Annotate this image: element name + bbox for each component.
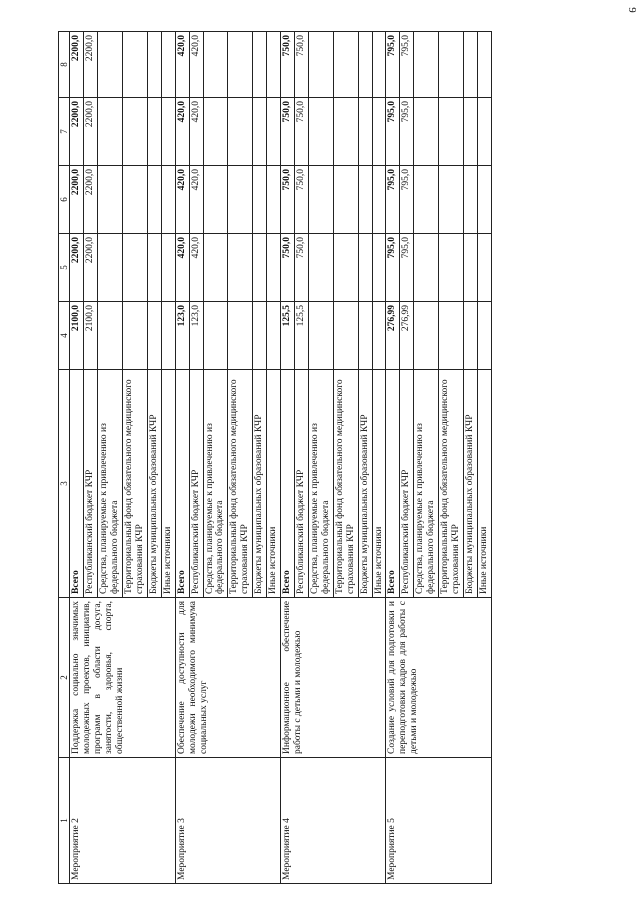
- amount-cell: [439, 234, 464, 302]
- amount-cell: [228, 166, 253, 234]
- amount-cell: [267, 234, 281, 302]
- amount-cell: [267, 32, 281, 98]
- amount-cell: [98, 98, 123, 166]
- funding-source: Иные источники: [267, 370, 281, 598]
- funding-source: Всего: [386, 370, 400, 598]
- amount-cell: [253, 302, 267, 370]
- amount-cell: [439, 302, 464, 370]
- amount-cell: 2200,0: [84, 234, 98, 302]
- amount-cell: 750,0: [295, 234, 309, 302]
- amount-cell: [477, 98, 491, 166]
- amount-cell: [372, 98, 386, 166]
- amount-cell: 795,0: [400, 234, 414, 302]
- amount-cell: 125,5: [295, 302, 309, 370]
- amount-cell: [203, 166, 228, 234]
- amount-cell: [333, 98, 358, 166]
- amount-cell: 2200,0: [84, 98, 98, 166]
- amount-cell: 123,0: [175, 302, 189, 370]
- funding-source: Иные источники: [161, 370, 175, 598]
- amount-cell: [147, 234, 161, 302]
- amount-cell: 420,0: [189, 234, 203, 302]
- funding-source: Республиканский бюджет КЧР: [84, 370, 98, 598]
- amount-cell: [203, 32, 228, 98]
- table-row: [175, 32, 189, 884]
- amount-cell: [464, 98, 478, 166]
- amount-cell: 795,0: [386, 32, 400, 98]
- funding-source: Средства, планируемые к привлечению из федерального бюджета: [203, 370, 228, 598]
- amount-cell: [161, 98, 175, 166]
- funding-source: Территориальный фонд обязательного медицинского страхования КЧР: [228, 370, 253, 598]
- amount-cell: [372, 166, 386, 234]
- amount-cell: 750,0: [295, 98, 309, 166]
- amount-cell: [464, 302, 478, 370]
- amount-cell: [358, 32, 372, 98]
- amount-cell: [333, 32, 358, 98]
- amount-cell: [123, 234, 148, 302]
- amount-cell: [477, 166, 491, 234]
- amount-cell: 420,0: [189, 166, 203, 234]
- amount-cell: 750,0: [295, 32, 309, 98]
- budget-table: [58, 31, 492, 884]
- rotated-table-container: [58, 32, 604, 884]
- amount-cell: 2200,0: [70, 32, 84, 98]
- activity-description: Обеспечение доступности для молодежи необходимого минимума социальных услуг: [175, 598, 280, 758]
- amount-cell: [414, 234, 439, 302]
- amount-cell: 420,0: [189, 32, 203, 98]
- amount-cell: [358, 98, 372, 166]
- activity-name: Мероприятие 4: [281, 758, 386, 884]
- amount-cell: [464, 234, 478, 302]
- funding-source: Всего: [175, 370, 189, 598]
- amount-cell: [161, 302, 175, 370]
- funding-source: Иные источники: [477, 370, 491, 598]
- amount-cell: 750,0: [281, 32, 295, 98]
- column-header: 7: [59, 98, 70, 166]
- funding-source: Средства, планируемые к привлечению из федерального бюджета: [308, 370, 333, 598]
- amount-cell: [228, 302, 253, 370]
- funding-source: Территориальный фонд обязательного медицинского страхования КЧР: [439, 370, 464, 598]
- amount-cell: [98, 302, 123, 370]
- activity-description: Информационное обеспечение работы с детьми и молодежью: [281, 598, 386, 758]
- amount-cell: 2200,0: [84, 32, 98, 98]
- amount-cell: 2200,0: [70, 234, 84, 302]
- column-header: 8: [59, 32, 70, 98]
- amount-cell: [372, 32, 386, 98]
- amount-cell: 420,0: [175, 98, 189, 166]
- amount-cell: [228, 32, 253, 98]
- table-row: [70, 32, 84, 884]
- amount-cell: [439, 98, 464, 166]
- funding-source: Бюджеты муниципальных образований КЧР: [464, 370, 478, 598]
- amount-cell: [147, 166, 161, 234]
- amount-cell: [267, 166, 281, 234]
- amount-cell: [123, 302, 148, 370]
- amount-cell: [308, 32, 333, 98]
- amount-cell: 795,0: [386, 234, 400, 302]
- amount-cell: [464, 32, 478, 98]
- amount-cell: [358, 166, 372, 234]
- funding-source: Территориальный фонд обязательного медицинского страхования КЧР: [333, 370, 358, 598]
- amount-cell: 795,0: [386, 166, 400, 234]
- column-header: 5: [59, 234, 70, 302]
- funding-source: Территориальный фонд обязательного медицинского страхования КЧР: [123, 370, 148, 598]
- amount-cell: 276,99: [400, 302, 414, 370]
- amount-cell: [253, 32, 267, 98]
- amount-cell: [333, 166, 358, 234]
- amount-cell: [253, 234, 267, 302]
- table-body: [70, 32, 492, 884]
- amount-cell: [333, 234, 358, 302]
- funding-source: Бюджеты муниципальных образований КЧР: [358, 370, 372, 598]
- column-header: 3: [59, 370, 70, 598]
- funding-source: Всего: [281, 370, 295, 598]
- column-header: 6: [59, 166, 70, 234]
- amount-cell: [439, 166, 464, 234]
- amount-cell: [98, 32, 123, 98]
- column-header: 2: [59, 598, 70, 758]
- amount-cell: 795,0: [386, 98, 400, 166]
- amount-cell: [439, 32, 464, 98]
- amount-cell: 276,99: [386, 302, 400, 370]
- amount-cell: [98, 234, 123, 302]
- amount-cell: [228, 98, 253, 166]
- table-row: [386, 32, 400, 884]
- amount-cell: 123,0: [189, 302, 203, 370]
- column-header: 1: [59, 758, 70, 884]
- funding-source: Всего: [70, 370, 84, 598]
- amount-cell: [414, 98, 439, 166]
- amount-cell: [123, 98, 148, 166]
- amount-cell: 795,0: [400, 98, 414, 166]
- amount-cell: [147, 302, 161, 370]
- amount-cell: 795,0: [400, 32, 414, 98]
- amount-cell: [267, 302, 281, 370]
- amount-cell: [308, 302, 333, 370]
- amount-cell: [253, 166, 267, 234]
- amount-cell: 125,5: [281, 302, 295, 370]
- activity-name: Мероприятие 3: [175, 758, 280, 884]
- amount-cell: [253, 98, 267, 166]
- amount-cell: [358, 234, 372, 302]
- activity-description: Создание условий для подготовки и переподготовки кадров для работы с детьми и молодежью: [386, 598, 491, 758]
- amount-cell: 420,0: [175, 32, 189, 98]
- amount-cell: [414, 166, 439, 234]
- amount-cell: [147, 32, 161, 98]
- amount-cell: [147, 98, 161, 166]
- amount-cell: 2100,0: [84, 302, 98, 370]
- funding-source: Средства, планируемые к привлечению из федерального бюджета: [414, 370, 439, 598]
- amount-cell: 750,0: [295, 166, 309, 234]
- amount-cell: [203, 98, 228, 166]
- amount-cell: [372, 234, 386, 302]
- page-number: 9: [625, 7, 638, 13]
- activity-name: Мероприятие 2: [70, 758, 175, 884]
- amount-cell: [161, 234, 175, 302]
- amount-cell: [98, 166, 123, 234]
- funding-source: Бюджеты муниципальных образований КЧР: [253, 370, 267, 598]
- funding-source: Республиканский бюджет КЧР: [400, 370, 414, 598]
- amount-cell: 420,0: [175, 234, 189, 302]
- header-row: [59, 32, 70, 884]
- amount-cell: 420,0: [175, 166, 189, 234]
- column-header: 4: [59, 302, 70, 370]
- amount-cell: [358, 302, 372, 370]
- amount-cell: [308, 98, 333, 166]
- amount-cell: 750,0: [281, 234, 295, 302]
- funding-source: Средства, планируемые к привлечению из федерального бюджета: [98, 370, 123, 598]
- amount-cell: [203, 302, 228, 370]
- amount-cell: 750,0: [281, 98, 295, 166]
- funding-source: Республиканский бюджет КЧР: [189, 370, 203, 598]
- amount-cell: 2100,0: [70, 302, 84, 370]
- funding-source: Бюджеты муниципальных образований КЧР: [147, 370, 161, 598]
- amount-cell: [161, 166, 175, 234]
- amount-cell: [477, 302, 491, 370]
- amount-cell: [333, 302, 358, 370]
- amount-cell: 750,0: [281, 166, 295, 234]
- amount-cell: [123, 166, 148, 234]
- amount-cell: [308, 166, 333, 234]
- amount-cell: 2200,0: [84, 166, 98, 234]
- amount-cell: [414, 32, 439, 98]
- amount-cell: [123, 32, 148, 98]
- amount-cell: [372, 302, 386, 370]
- amount-cell: [477, 234, 491, 302]
- amount-cell: 2200,0: [70, 98, 84, 166]
- funding-source: Республиканский бюджет КЧР: [295, 370, 309, 598]
- table-row: [281, 32, 295, 884]
- amount-cell: [267, 98, 281, 166]
- funding-source: Иные источники: [372, 370, 386, 598]
- activity-name: Мероприятие 5: [386, 758, 491, 884]
- amount-cell: 795,0: [400, 166, 414, 234]
- amount-cell: [464, 166, 478, 234]
- amount-cell: [308, 234, 333, 302]
- activity-description: Поддержка социально значимых молодежных проектов, инициатив, программ в области досуга, занятости, здоровья, спорта, общественной жизни: [70, 598, 175, 758]
- amount-cell: 420,0: [189, 98, 203, 166]
- amount-cell: [228, 234, 253, 302]
- amount-cell: 2200,0: [70, 166, 84, 234]
- amount-cell: [477, 32, 491, 98]
- amount-cell: [203, 234, 228, 302]
- amount-cell: [161, 32, 175, 98]
- amount-cell: [414, 302, 439, 370]
